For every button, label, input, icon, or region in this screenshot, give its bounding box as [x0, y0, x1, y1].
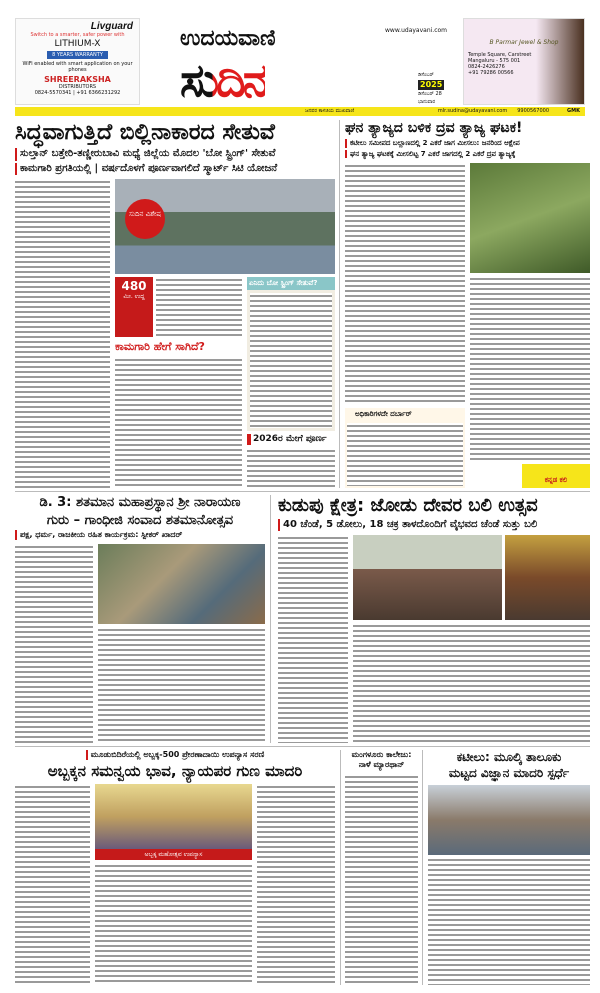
stat-value: 480 — [121, 279, 147, 294]
story3-headline2[interactable]: ಗುರು – ಗಾಂಧೀಜಿ ಸಂವಾದ ಶತಮಾನೋತ್ಸವ — [46, 512, 234, 528]
masthead-small-title: ಉದಯವಾಣಿ — [180, 26, 276, 51]
story1-body — [15, 179, 110, 488]
ad-dealer: SHREERAKSHA — [44, 75, 111, 84]
story1-sub2a: ಕಾಮಗಾರಿ ಪ್ರಗತಿಯಲ್ಲಿ — [20, 162, 92, 174]
story7-headline2[interactable]: ಮಟ್ಟದ ವಿಜ್ಞಾನ ಮಾದರಿ ಸ್ಪರ್ಧೆ — [448, 766, 570, 781]
ad-line: Switch to a smarter, safer power with — [30, 32, 125, 38]
story4-photo2 — [505, 535, 590, 620]
info-box — [247, 277, 335, 431]
story2-headline[interactable]: ಘನ ತ್ಯಾಜ್ಯದ ಬಳಿಕ ದ್ರವ ತ್ಯಾಜ್ಯ ಘಟಕ! — [345, 120, 523, 136]
story2-photo — [470, 163, 590, 273]
story6-body — [345, 774, 418, 985]
story7-headline1[interactable]: ಕಟೀಲು: ಮೂಲ್ಕಿ ತಾಲೂಕು — [456, 750, 562, 764]
ad-jewellery[interactable] — [463, 18, 585, 105]
masthead-band — [15, 107, 585, 116]
ad-livguard[interactable] — [15, 18, 140, 105]
story1-headline[interactable]: ಸಿದ್ಧವಾಗುತ್ತಿದೆ ಬಿಲ್ಲಿನಾಕಾರದ ಸೇತುವೆ — [15, 120, 275, 145]
story4-body2 — [353, 623, 590, 743]
ad-shop: B Parmar Jewel & Shop — [489, 39, 559, 46]
ad-dealer-sub: DISTRIBUTORS — [58, 84, 97, 90]
promo-box[interactable] — [522, 464, 590, 488]
story7 — [428, 750, 590, 985]
story4 — [278, 495, 590, 743]
ad-product: LITHIUM-X — [54, 39, 101, 49]
box-body — [250, 293, 332, 428]
story2-sub1: ಕಟೀಲು ಸಮೀಪದ ಬಲ್ಲಾಣದಲ್ಲಿ 2 ಎಕರೆ ಜಾಗ ಮೀಸಲು: ಜನರಿಂದ ಆಕ್ಷೇಪ — [345, 139, 590, 148]
day: ಭಾನುವಾರ — [418, 99, 436, 105]
story1-sub1: ಸುಲ್ತಾನ್ ಬತ್ತೇರಿ-ತಣ್ಣೀರುಬಾವಿ ಮಧ್ಯೆ ಜಿಲ್ಲೆಯ ಮೊದಲ 'ಬೋ ಸ್ಟ್ರಿಂಗ್' ಸೇತುವೆ — [15, 148, 335, 161]
ad-address: Temple Square, Carstreet Mangaluru - 575 001 — [468, 52, 532, 64]
tagline: ಜನಪರ ಕಾಳಜಿಯ ಮುಖವಾಣಿ — [305, 108, 355, 114]
story7-photo — [428, 785, 590, 855]
quote-title: ಅಧಿಕಾರಿಗಳದೇ ದರ್ಬಾರ್ — [355, 410, 412, 418]
story3 — [15, 495, 265, 743]
story1-sub2b: ವರ್ಷದೊಳಗೆ ಪೂರ್ಣವಾಗಲಿದೆ ಸ್ಮಾರ್ಟ್ ಸಿಟಿ ಯೋಜನೆ — [101, 162, 278, 174]
box2-title: 2026ರ ಮೇಗೆ ಪೂರ್ಣ — [247, 434, 335, 445]
masthead-dateline — [418, 72, 460, 106]
ad-warranty: 8 YEARS WARRANTY — [47, 51, 108, 59]
ad-phone: 0824-2426276 — [468, 64, 505, 70]
story3-sub: ಪಕ್ಷ, ಧರ್ಮ, ರಾಜಕೀಯ ರಹಿತ ಕಾರ್ಯಕ್ರಮ: ಸ್ಪೀಕರ್ ಖಾದರ್ — [15, 530, 265, 540]
ad-contact: 0824-5570341 | +91 6366231292 — [34, 90, 121, 96]
story5-kicker: ಮೂಡುಬಿದಿರೆಯಲ್ಲಿ ಅಬ್ಬಕ್ಕ-500 ಪ್ರೇರಣಾದಾಯಿ ಉಪನ್ಯಾಸ ಸರಣಿ — [86, 750, 264, 760]
story1-photo — [115, 179, 335, 274]
box3-title: ಕಾಮಗಾರಿ ಹೇಗೆ ಸಾಗಿದೆ? — [115, 340, 205, 354]
stat-unit: ಮೀ. ಉದ್ದ — [123, 293, 145, 301]
story6-headline[interactable]: ಮಂಗಳೂರು ಕಾಲೇಜು: ನಾಳೆ ಮ್ಯಾರಥಾನ್ — [351, 750, 412, 769]
story6 — [345, 750, 418, 985]
story2-sub2: ಘನ ತ್ಯಾಜ್ಯ ಘಟಕಕ್ಕೆ ಮೀಸಲಿಟ್ಟ 7 ಎಕರೆ ಜಾಗದಲ್ಲಿ 2 ಎಕರೆ ದ್ರವ ತ್ಯಾಜ್ಯಕ್ಕೆ — [345, 150, 590, 159]
divider — [339, 120, 340, 488]
divider — [15, 491, 590, 492]
divider — [270, 495, 271, 743]
story2-body2 — [470, 276, 590, 461]
date: ಡಿಸೆಂಬರ್ 28 — [418, 91, 442, 97]
story5-headline[interactable]: ಅಬ್ಬಕ್ಕನ ಸಮನ್ವಯ ಭಾವ, ನ್ಯಾಯಪರ ಗುಣ ಮಾದರಿ — [47, 762, 303, 780]
story2-body — [345, 163, 465, 405]
story2 — [345, 120, 590, 488]
year: 2025 — [420, 80, 443, 89]
story3-photo — [98, 544, 265, 624]
ad-mobile: +91 79286 00566 — [468, 70, 514, 76]
box3-body — [115, 357, 242, 488]
story5-body3 — [257, 784, 335, 985]
masthead-big-title: ಸುದಿನ — [180, 53, 266, 107]
edition-code: GMK — [567, 108, 580, 114]
masthead-logo — [180, 55, 265, 105]
story1-sub2: ಕಾಮಗಾರಿ ಪ್ರಗತಿಯಲ್ಲಿ | ವರ್ಷದೊಳಗೆ ಪೂರ್ಣವಾಗಲಿದೆ ಸ್ಮಾರ್ಟ್ ಸಿಟಿ ಯೋಜನೆ — [15, 163, 335, 176]
sudina-badge: ಸುದಿನ ವಿಶೇಷ — [125, 199, 165, 239]
box2-body — [247, 448, 335, 488]
story1-bullets — [156, 277, 242, 337]
divider — [422, 750, 423, 985]
story5-body — [15, 784, 90, 985]
story3-body — [15, 544, 93, 743]
email[interactable]: mlr.sudina@udayavani.com — [437, 108, 508, 114]
story7-body — [428, 857, 590, 985]
story4-headline[interactable]: ಕುಡುಪು ಕ್ಷೇತ್ರ: ಜೋಡು ದೇವರ ಬಲಿ ಉತ್ಸವ — [278, 495, 538, 516]
stat-box — [115, 277, 153, 337]
story5-body2 — [95, 863, 252, 985]
divider — [340, 750, 341, 985]
story4-sub: 40 ಚೆಂಡೆ, 5 ಡೋಲು, 18 ಚಕ್ರ ತಾಳದೊಂದಿಗೆ ವೈಭವದ ಚೆಂಡೆ ಸುತ್ತು ಬಲಿ — [278, 519, 590, 532]
story3-headline1[interactable]: ಡಿ. 3: ಶತಮಾನ ಮಹಾಪ್ರಸ್ಥಾನ ಶ್ರೀ ನಾರಾಯಣ — [39, 495, 241, 510]
quote-box — [345, 408, 465, 488]
month-label: ಡಿಸೆಂಬರ್ — [418, 72, 434, 78]
story5-photo — [95, 784, 252, 849]
website[interactable]: www.udayavani.com — [385, 27, 448, 34]
story4-body — [278, 535, 348, 743]
story1 — [15, 120, 335, 488]
story5-caption: ಅಬ್ಬಕ್ಕ ಮಹೋತ್ಸವ ಉಪನ್ಯಾಸ — [95, 849, 252, 860]
quote-body — [347, 423, 463, 486]
story3-body2 — [98, 627, 265, 743]
story4-photo1 — [353, 535, 502, 620]
divider — [15, 746, 590, 747]
box-title: ಏನಿದು ಬೋ ಸ್ಟ್ರಿಂಗ್ ಸೇತುವೆ? — [247, 277, 335, 290]
ad-line: WiFi enabled with smart application on your phones — [22, 61, 133, 73]
ad-brand: Livguard — [90, 21, 133, 32]
story5 — [15, 750, 335, 985]
promo-label: ಕನ್ನಡ ಕಲಿ — [544, 476, 568, 484]
phone: 9900567000 — [517, 108, 550, 114]
